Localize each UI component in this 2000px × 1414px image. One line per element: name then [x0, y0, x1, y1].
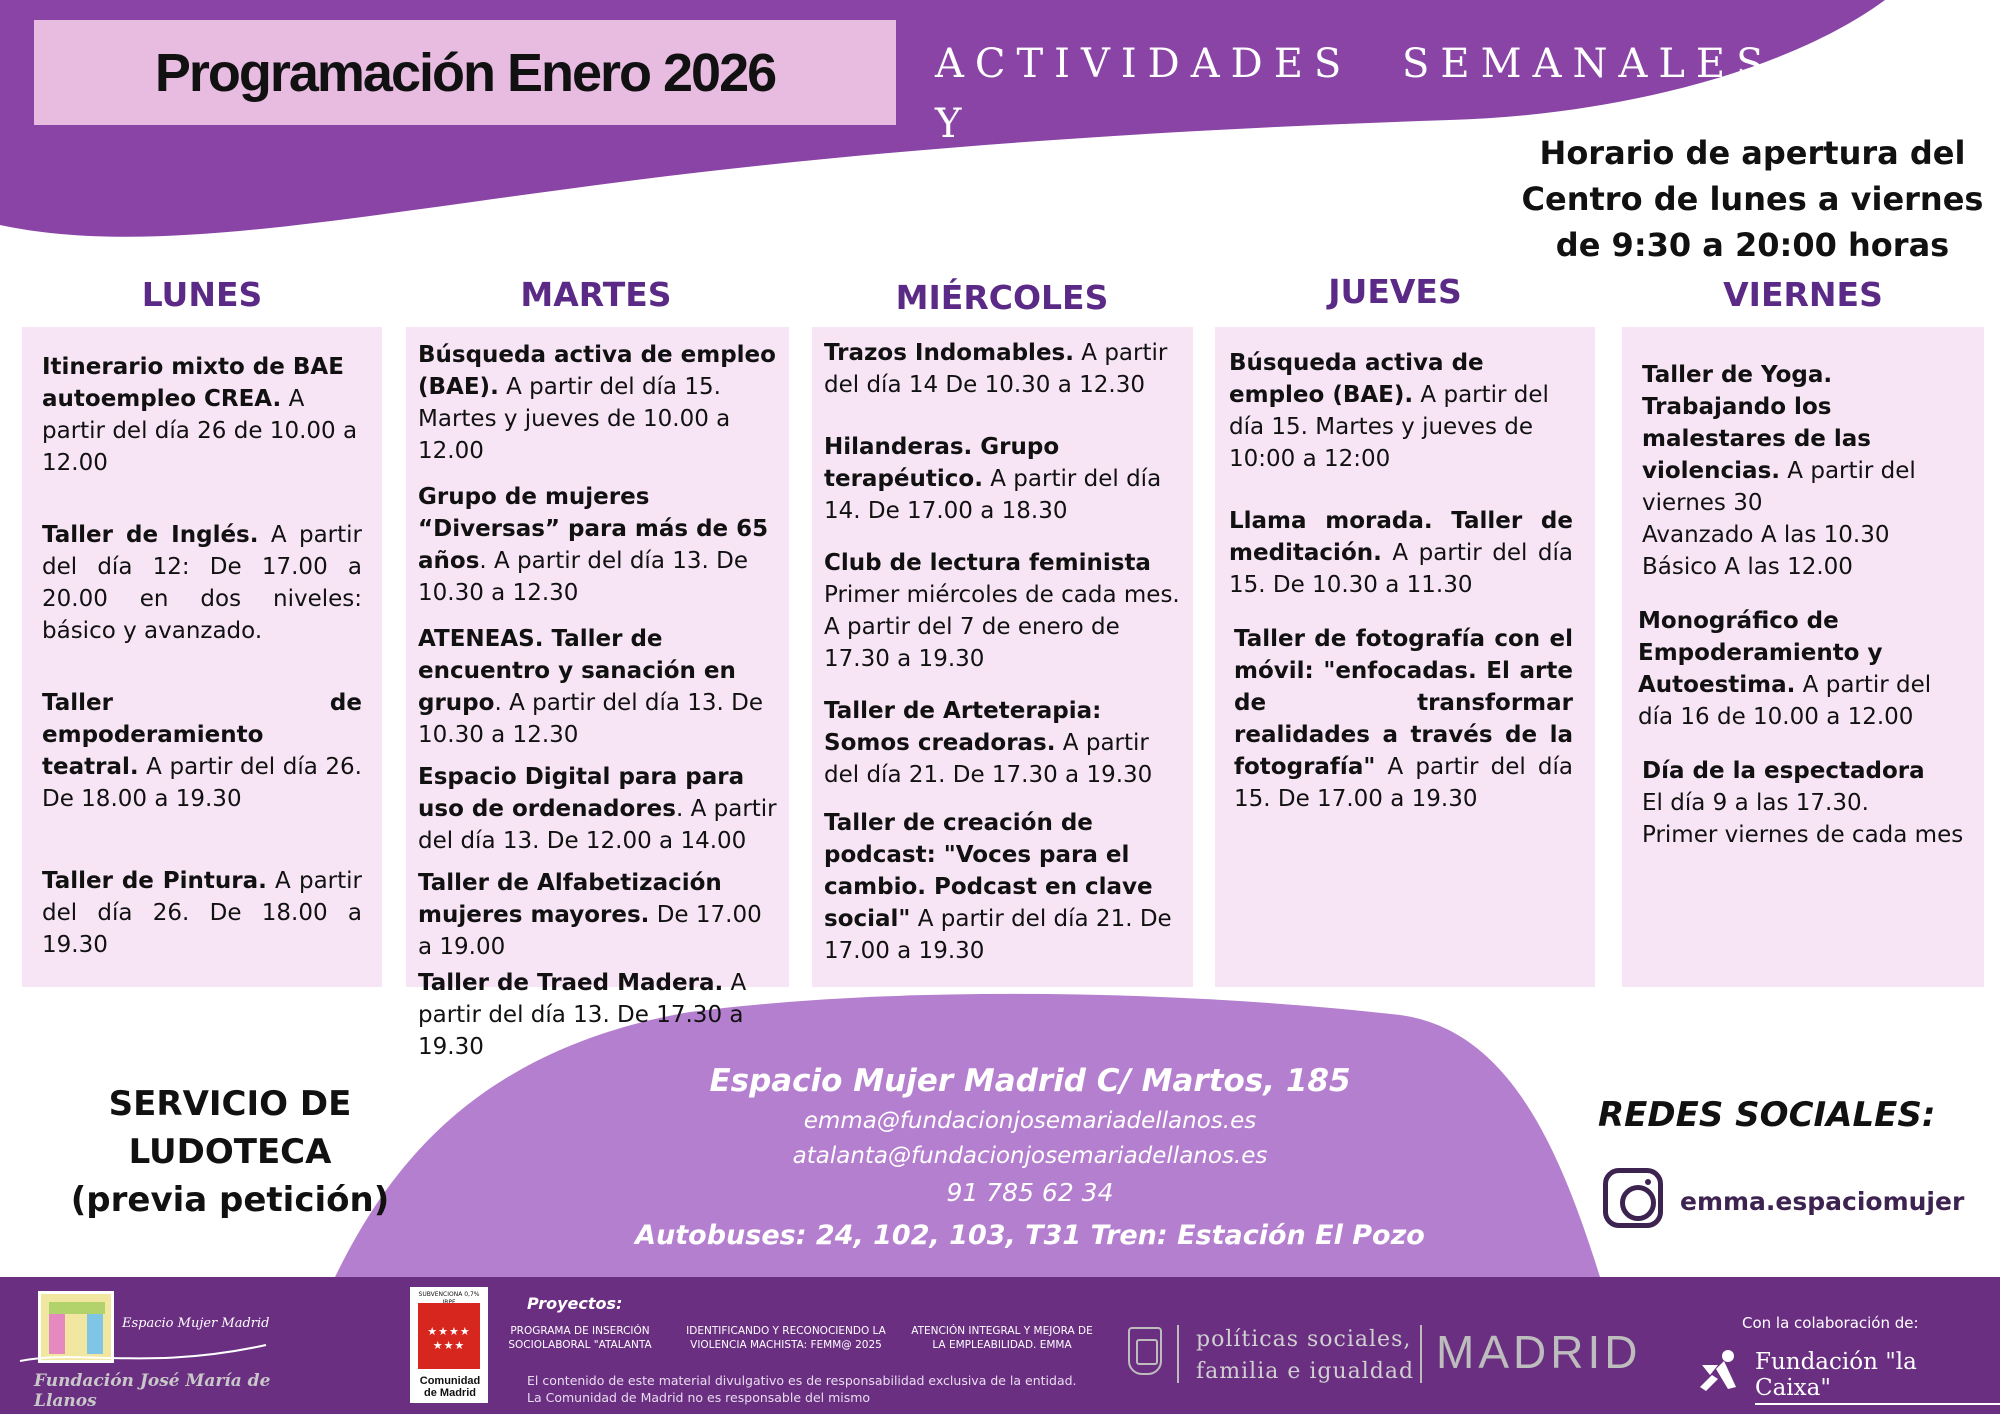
activity-detail: A partir del día 16 de 10.00 a 12.00 [1638, 672, 1932, 730]
activity-title: Taller de Arteterapia: Somos creadoras. [824, 698, 1102, 756]
activity-item [1229, 347, 1573, 475]
activity-detail: Básico A las 12.00 [1642, 554, 1853, 580]
activity-detail: A partir del día 15. Martes y jueves de 10.00 a 12.00 [418, 374, 731, 464]
project-emma [904, 1324, 1100, 1352]
la-caixa-star-icon [1696, 1347, 1742, 1393]
activity-title: Taller de Alfabetización mujeres mayores. [418, 870, 722, 928]
disclaimer-line-1: El contenido de este material divulgativo es de responsabilidad exclusiva de la entidad. [527, 1373, 1077, 1388]
address: Espacio Mujer Madrid C/ Martos, 185 [709, 1063, 1351, 1099]
activity-item [1229, 623, 1573, 815]
column-martes [406, 327, 789, 1060]
column-jueves [1215, 327, 1595, 987]
cm-name-line-1: Comunidad [419, 1375, 481, 1387]
activity-item [418, 623, 777, 751]
activity-title: Espacio Digital para para uso de ordenadores [418, 764, 745, 822]
logo-foundation-name: Fundación José María de Llanos [34, 1371, 271, 1411]
activity-item [418, 761, 777, 857]
ludoteca-service [60, 1080, 400, 1224]
activity-title: Taller de empoderamiento teatral. [42, 690, 362, 780]
activity-detail: Primer miércoles de cada mes. A partir del 7 de enero de 17.30 a 19.30 [824, 582, 1180, 672]
cm-name-line-2: de Madrid [424, 1387, 476, 1399]
activity-detail: A partir del día 12: De 17.00 a 20.00 en dos niveles: básico y avanzado. [42, 522, 362, 644]
email-link-emma[interactable]: emma@fundacionjosemariadellanos.es [803, 1108, 1257, 1134]
ludoteca-line-3: (previa petición) [70, 1180, 390, 1220]
activity-title: Club de lectura feminista [824, 550, 1151, 576]
activity-item [42, 865, 362, 961]
opening-hours [1515, 130, 1990, 268]
day-heading-lunes: LUNES [141, 275, 263, 314]
disclaimer [527, 1372, 1077, 1406]
activity-detail: El día 9 a las 17.30. [1642, 790, 1869, 816]
politicas-line-2: familia e igualdad [1196, 1359, 1415, 1384]
madrid-crest-icon [1128, 1327, 1162, 1375]
activity-item [42, 687, 362, 815]
activity-title: Monográfico de Empoderamiento y Autoestima. [1638, 608, 1883, 698]
collaboration-label: Con la colaboración de: [1742, 1314, 1919, 1332]
phone-number[interactable]: 91 785 62 34 [946, 1178, 1114, 1207]
activity-item [1229, 505, 1573, 601]
activity-item [418, 867, 777, 963]
hours-line-1: Horario de apertura del [1539, 134, 1966, 172]
day-heading-viernes: VIERNES [1723, 275, 1883, 314]
activity-detail: A partir del día 13. De 17.30 a 19.30 [418, 970, 747, 1060]
day-heading-martes: MARTES [520, 275, 672, 314]
activity-item [1638, 755, 1964, 851]
activity-title: Taller de fotografía con el móvil: "enfocadas. El arte de transformar realidades a través de la fotografía" [1234, 626, 1573, 780]
politicas-sociales-logo [1196, 1324, 1414, 1388]
activity-detail: A partir del día 21. De 17.30 a 19.30 [824, 730, 1153, 788]
activity-detail: Avanzado A las 10.30 [1642, 522, 1890, 548]
la-caixa-logo-text: Fundación "la Caixa" [1755, 1349, 2000, 1405]
activity-detail: . A partir del día 13. De 10.30 a 12.30 [418, 548, 748, 606]
activity-item [824, 807, 1181, 967]
activity-item [1638, 605, 1964, 733]
project-line: PROGRAMA DE INSERCIÓN [510, 1325, 650, 1337]
instagram-handle[interactable]: emma.espaciomujer [1680, 1187, 1965, 1216]
transport-info: Autobuses: 24, 102, 103, T31 Tren: Estación El Pozo [635, 1220, 1425, 1251]
ludoteca-line-2: LUDOTECA [128, 1132, 332, 1172]
activity-title: Día de la espectadora [1642, 758, 1925, 784]
activity-item [418, 339, 777, 467]
activity-detail: A partir del día 26. De 18.00 a 19.30 [42, 868, 362, 958]
email-link-atalanta[interactable]: atalanta@fundacionjosemariadellanos.es [792, 1143, 1268, 1169]
activity-title: Taller de Yoga. Trabajando los malestares de las violencias. [1642, 362, 1871, 484]
project-line: VIOLENCIA MACHISTA: FEMM@ 2025 [690, 1339, 882, 1351]
cm-flag-stars-icon: ★★★★ ★★★ [418, 1303, 480, 1369]
fundacion-jml-logo [18, 1283, 278, 1411]
activity-title: Taller de Traed Madera. [418, 970, 724, 996]
project-atalanta [500, 1324, 660, 1352]
activity-title: Taller de Pintura. [42, 868, 267, 894]
activity-detail: . A partir del día 13. De 10.30 a 12.30 [418, 690, 764, 748]
activity-detail: A partir del día 26. De 18.00 a 19.30 [42, 754, 362, 812]
activity-detail: A partir del día 15. De 17.00 a 19.30 [1234, 754, 1573, 812]
contact-info [620, 1058, 1440, 1259]
day-heading-miercoles: MIÉRCOLES [895, 278, 1109, 317]
comunidad-madrid-logo [410, 1287, 488, 1403]
column-viernes [1622, 327, 1984, 987]
footer [0, 1277, 2000, 1414]
activity-item [42, 519, 362, 647]
activity-detail: De 17.00 a 19.00 [418, 902, 762, 960]
social-title: REDES SOCIALES: [1598, 1095, 1936, 1135]
activity-title: Búsqueda activa de empleo (BAE). [418, 342, 776, 400]
cm-name [414, 1375, 486, 1399]
madrid-logo-text: MADRID [1436, 1326, 1642, 1378]
activity-detail: A partir del día 15. Martes y jueves de 10:00 a 12:00 [1229, 382, 1549, 472]
project-femm [680, 1324, 892, 1352]
project-line: ATENCIÓN INTEGRAL Y MEJORA DE [911, 1325, 1093, 1337]
subtitle-line-2: DE CONTINUIDAD [935, 161, 1508, 207]
activity-item [418, 481, 777, 609]
activity-item [824, 431, 1181, 527]
project-line: LA EMPLEABILIDAD. EMMA [932, 1339, 1072, 1351]
activity-item [1638, 359, 1964, 583]
activity-item [418, 967, 777, 1063]
hours-line-3: de 9:30 a 20:00 horas [1555, 226, 1950, 264]
title-box [34, 20, 896, 125]
activity-item [42, 351, 362, 479]
activity-title: Itinerario mixto de BAE autoempleo CREA. [42, 354, 344, 412]
divider [1420, 1325, 1422, 1383]
activity-title: Grupo de mujeres “Diversas” para más de 65 años [418, 484, 769, 574]
hours-line-2: Centro de lunes a viernes [1521, 180, 1984, 218]
logo-tagline: Espacio Mujer Madrid [122, 1316, 270, 1331]
activity-detail: A partir del día 14 De 10.30 a 12.30 [824, 340, 1168, 398]
activity-title: Taller de creación de podcast: "Voces para el cambio. Podcast en clave social" [824, 810, 1153, 932]
activity-item [824, 695, 1181, 791]
divider [1177, 1325, 1179, 1383]
activity-detail: A partir del día 14. De 17.00 a 18.30 [824, 466, 1162, 524]
activity-detail: . A partir del día 13. De 12.00 a 14.00 [418, 796, 777, 854]
subtitle-line-1: ACTIVIDADES SEMANALES Y [935, 41, 1775, 147]
column-miercoles [812, 327, 1193, 987]
politicas-line-1: políticas sociales, [1196, 1327, 1412, 1352]
project-line: IDENTIFICANDO Y RECONOCIENDO LA [686, 1325, 886, 1337]
activity-title: Llama morada. Taller de meditación. [1229, 508, 1573, 566]
ludoteca-line-1: SERVICIO DE [108, 1084, 352, 1124]
activity-title: Búsqueda activa de empleo (BAE). [1229, 350, 1484, 408]
projects-title: Proyectos: [527, 1294, 623, 1313]
disclaimer-line-2: La Comunidad de Madrid no es responsable del mismo [527, 1390, 871, 1405]
day-heading-jueves: JUEVES [1328, 272, 1462, 311]
instagram-icon[interactable] [1603, 1168, 1663, 1228]
activity-detail: A partir del día 26 de 10.00 a 12.00 [42, 386, 358, 476]
project-line: SOCIOLABORAL "ATALANTA [508, 1339, 652, 1351]
activity-title: ATENEAS. Taller de encuentro y sanación en grupo [418, 626, 736, 716]
page-title: Programación Enero 2026 [154, 42, 776, 103]
activity-detail: Primer viernes de cada mes [1642, 822, 1964, 848]
activity-detail: A partir del día 21. De 17.00 a 19.30 [824, 906, 1172, 964]
activity-title: Hilanderas. Grupo terapéutico. [824, 434, 1060, 492]
activity-title: Taller de Inglés. [42, 522, 259, 548]
activity-item [824, 547, 1181, 675]
activity-detail: A partir del día 15. De 10.30 a 11.30 [1229, 540, 1573, 598]
cm-subvencion: SUBVENCIONA 0,7% [418, 1291, 480, 1298]
activity-item [824, 337, 1181, 401]
column-lunes [22, 327, 382, 987]
activity-detail: A partir del viernes 30 [1642, 458, 1916, 516]
activity-title: Trazos Indomables. [824, 340, 1074, 366]
